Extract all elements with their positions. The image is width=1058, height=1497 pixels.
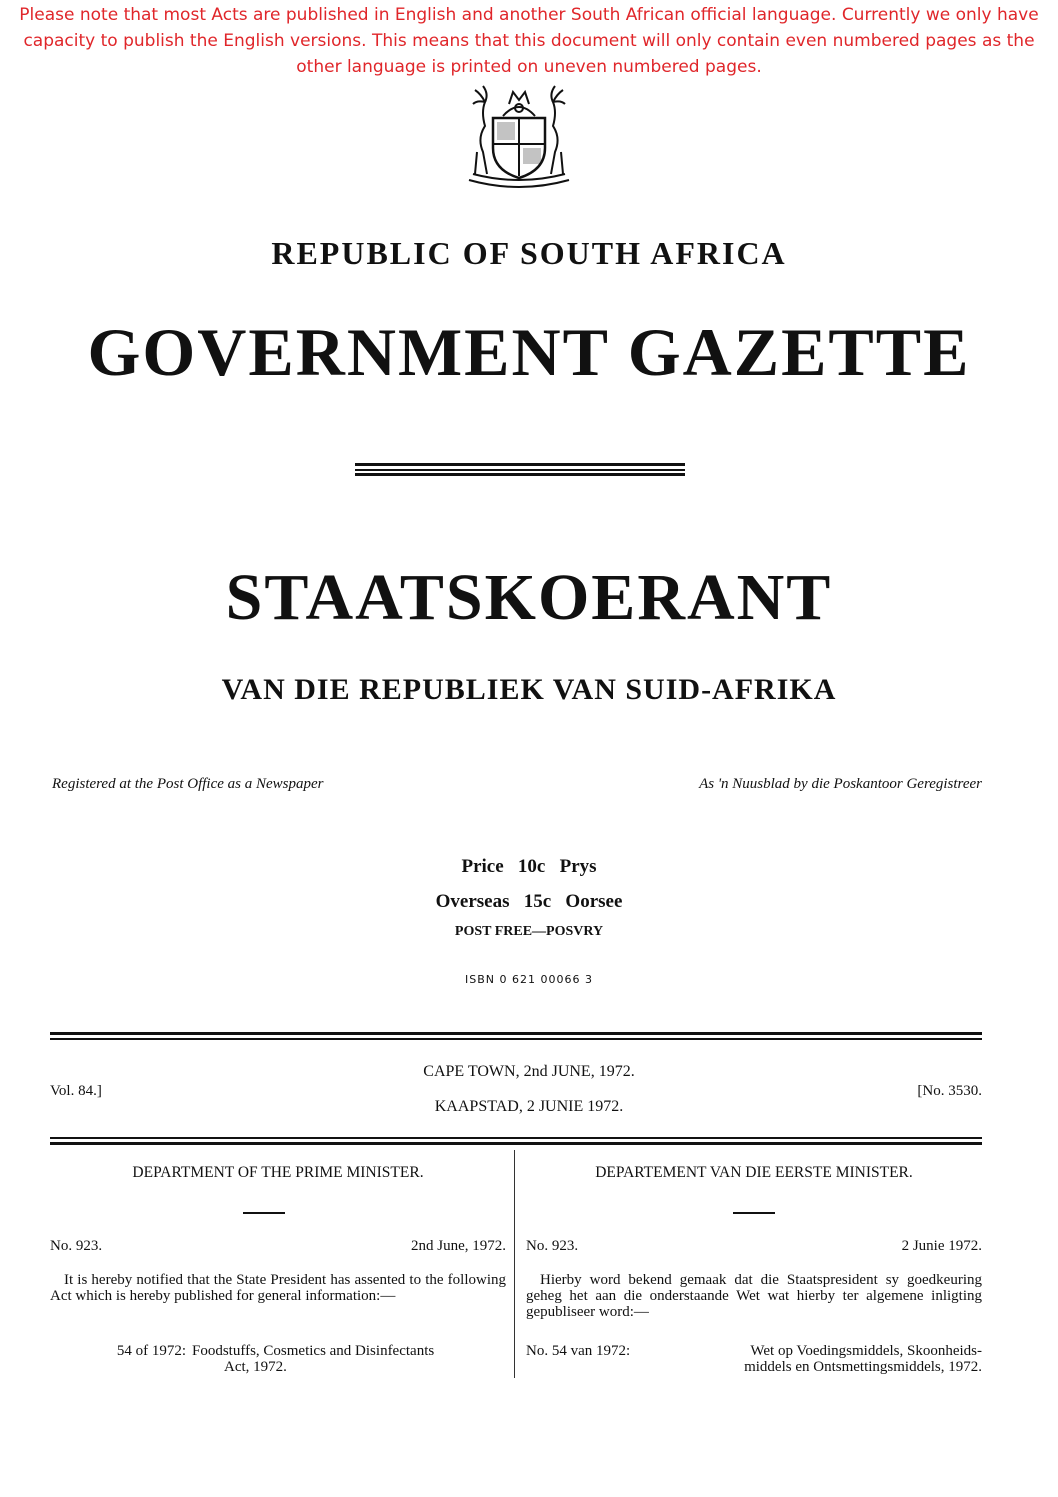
title-divider-middle — [355, 469, 685, 471]
overseas-price-line: Overseas 15c Oorsee — [435, 891, 623, 912]
kennisgewing-date: 2 Junie 1972. — [901, 1238, 982, 1254]
department-afrikaans: DEPARTEMENT VAN DIE EERSTE MINISTER. — [595, 1164, 913, 1181]
notice-line-3: other language is printed on uneven numbered pages. — [296, 57, 762, 77]
act-entry-afrikaans — [526, 1343, 982, 1375]
department-english: DEPARTMENT OF THE PRIME MINISTER. — [132, 1164, 424, 1181]
notice-paragraph-afrikaans: Hierby word bekend gemaak dat die Staatspresident sy goedkeuring geheg het aan die onderstaande Wet wat hierby ter algemene inligting gepubliseer word:— — [526, 1272, 982, 1320]
act-entry-english — [50, 1343, 506, 1375]
notice-date: 2nd June, 1972. — [411, 1238, 506, 1254]
issue-number: [No. 3530. — [917, 1083, 982, 1099]
registration-english: Registered at the Post Office as a Newspaper — [52, 776, 324, 792]
notice-line-1: Please note that most Acts are published in English and another South African official language. Currently we only have — [19, 5, 1039, 25]
post-free-line: POST FREE—POSVRY — [454, 924, 604, 939]
issue-rule-top-thin — [50, 1038, 982, 1040]
afrikaans-subtitle: VAN DIE REPUBLIEK VAN SUID-AFRIKA — [221, 673, 837, 706]
wet-name-block — [704, 1343, 982, 1375]
department-rule-left — [243, 1212, 285, 1214]
wet-name-line-2: middels en Ontsmettingsmiddels, 1972. — [744, 1359, 982, 1375]
dateline-afrikaans: KAAPSTAD, 2 JUNIE 1972. — [434, 1098, 624, 1115]
republic-heading: REPUBLIC OF SOUTH AFRICA — [271, 235, 787, 271]
title-divider-bottom — [355, 473, 685, 476]
title-divider-top — [355, 463, 685, 466]
registration-afrikaans: As 'n Nuusblad by die Poskantoor Geregistreer — [699, 776, 982, 792]
column-divider — [514, 1150, 515, 1378]
act-name-line-1: Foodstuffs, Cosmetics and Disinfectants — [192, 1343, 435, 1359]
notice-paragraph-english: It is hereby notified that the State President has assented to the following Act which is hereby published for general information:— — [50, 1272, 506, 1304]
gazette-title: GOVERNMENT GAZETTE — [87, 314, 971, 390]
isbn: ISBN 0 621 00066 3 — [465, 973, 593, 986]
department-rule-right — [733, 1212, 775, 1214]
staatskoerant-title: STAATSKOERANT — [225, 561, 833, 634]
kennisgewing-number: No. 923. — [526, 1238, 579, 1254]
price-line: Price 10c Prys — [461, 856, 597, 877]
wet-name-line-1: Wet op Voedingsmiddels, Skoonheids- — [750, 1343, 982, 1359]
notice-number: No. 923. — [50, 1238, 103, 1254]
act-number: 54 of 1972: — [116, 1343, 186, 1359]
coat-of-arms-icon — [447, 82, 591, 194]
issue-rule-bottom-thick — [50, 1142, 982, 1145]
publication-notice — [0, 2, 1058, 80]
dateline-english: CAPE TOWN, 2nd JUNE, 1972. — [423, 1063, 635, 1080]
act-name-line-2: Act, 1972. — [224, 1359, 287, 1375]
wet-number: No. 54 van 1972: — [526, 1343, 631, 1359]
issue-rule-bottom-thin — [50, 1137, 982, 1139]
act-name-block — [192, 1343, 506, 1375]
notice-line-2: capacity to publish the English versions. This means that this document will only contain even numbered pages as the — [23, 31, 1035, 51]
issue-rule-top-thick — [50, 1032, 982, 1035]
volume-number: Vol. 84.] — [50, 1083, 102, 1099]
